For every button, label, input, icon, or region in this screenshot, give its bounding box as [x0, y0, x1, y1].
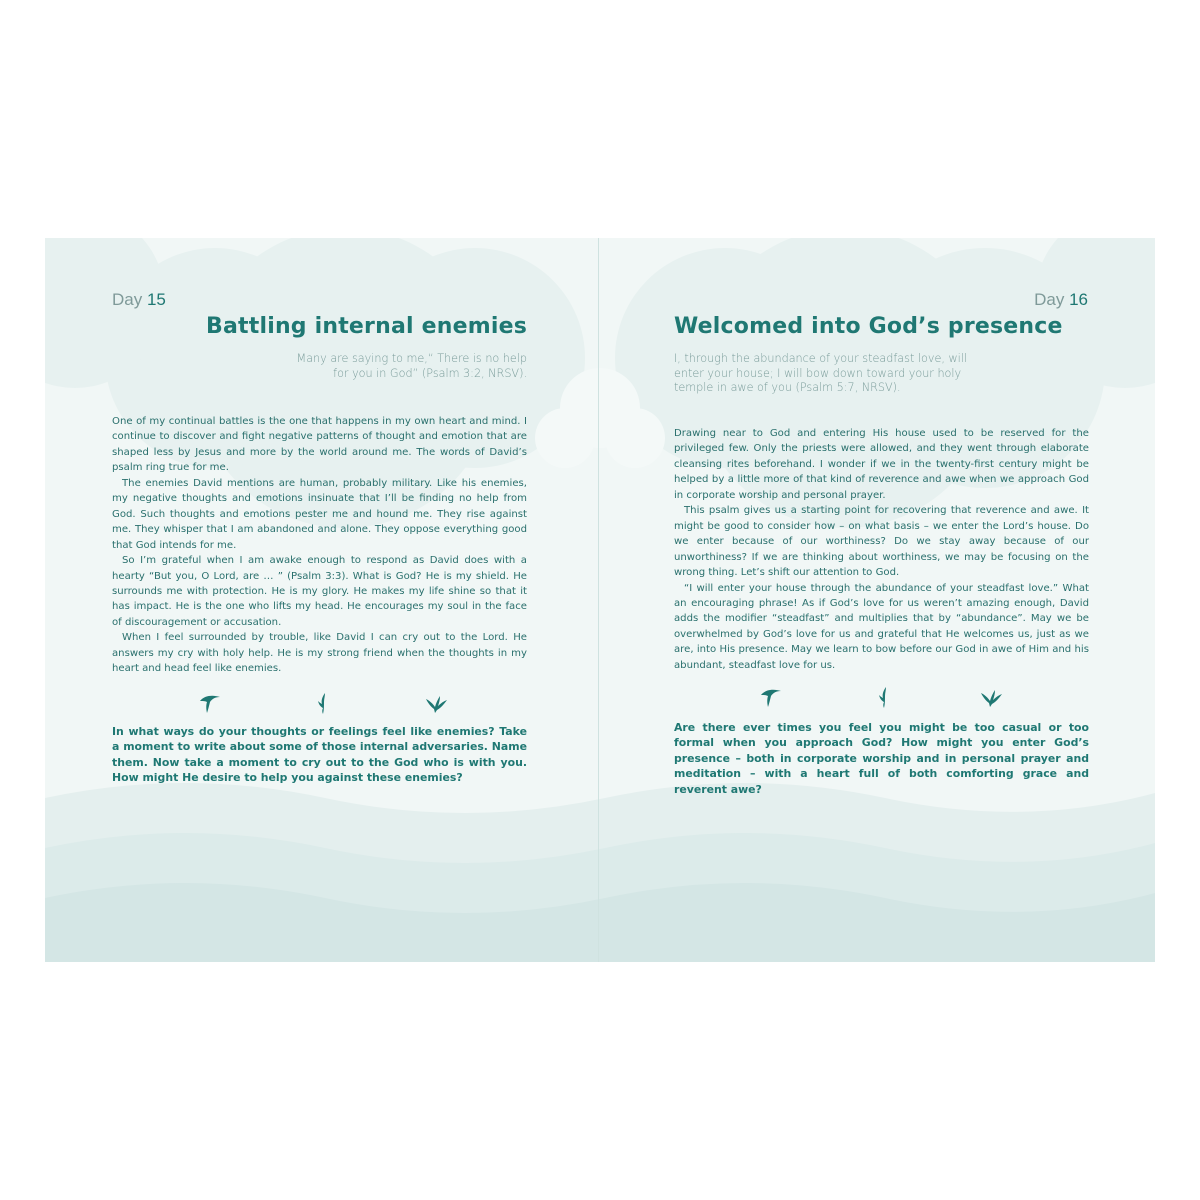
dove-gliding-icon	[759, 685, 783, 709]
scripture-verse: Many are saying to me,“ There is no help for you in God” (Psalm 3:2, NRSV).	[296, 352, 527, 380]
day-word: Day	[112, 290, 143, 309]
dove-divider	[759, 685, 1009, 709]
page-title: Welcomed into God’s presence	[674, 314, 1063, 339]
dove-gliding-icon	[198, 691, 222, 715]
dove-rising-icon	[311, 691, 335, 715]
dove-spread-icon	[979, 685, 1003, 709]
body-paragraph: One of my continual battles is the one that happens in my own heart and mind. I continue to discover and fight negative patterns of thought and emotion that are shaped less by Jesus and more by the world around me. The words of David’s psalm ring true for me.	[112, 416, 527, 474]
body-paragraph: “I will enter your house through the abundance of your steadfast love.” What an encouraging phrase! As if God’s love for us weren’t amazing enough, David adds the modifier “steadfast” and multiplies that by “abundance”. May we be overwhelmed by God’s love for us and grateful that He welcomes us, just as we are, into His presence. May we learn to bow before our God in awe of Him and his abundant, steadfast love for us.	[674, 582, 1089, 671]
body-paragraph: So I’m grateful when I am awake enough to respond as David does with a hearty “But you, O Lord, are … ” (Psalm 3:3). What is God? He is my shield. He surrounds me with protection. He is my glory. He makes my life shine so that it has impact. He is the one who lifts my head. He encourages my soul in the face of discouragement or accusation.	[112, 555, 527, 628]
scripture-verse: I, through the abundance of your steadfast love, will enter your house; I will bow down toward your holy temple in awe of you (Psalm 5:7, NRSV).	[674, 352, 967, 395]
body-paragraph: This psalm gives us a starting point for recovering that reverence and awe. It might be good to consider how – on what basis – we enter the Lord’s house. Do we enter because of our worthiness? Do we stay away because of our unworthiness? If we are thinking about worthiness, we may be focusing on the wrong thing. Let’s shift our attention to God.	[674, 505, 1089, 579]
body-paragraph: The enemies David mentions are human, probably military. Like his enemies, my negative thoughts and emotions insinuate that I’ll be finding no help from God. Such thoughts and emotions pester me and hound me. They rise against me. They whisper that I am abandoned and alone. They oppose everything good that God intends for me.	[112, 477, 527, 551]
dove-divider	[198, 691, 448, 715]
body-paragraph: When I feel surrounded by trouble, like David I can cry out to the Lord. He answers my cry with holy help. He is my strong friend when the thoughts in my heart and head feel like enemies.	[112, 632, 527, 675]
day-label	[1034, 290, 1088, 310]
day-word: Day	[1034, 290, 1065, 309]
reflection-question: Are there ever times you feel you might be too casual or too formal when you approach God? How might you enter God’s presence – both in corporate worship and in personal prayer and meditation – with a heart full of both comforting grace and reverent awe?	[674, 721, 1089, 796]
day-label	[112, 290, 166, 310]
book-spread	[45, 238, 1155, 962]
left-page	[45, 238, 600, 962]
right-page	[600, 238, 1155, 962]
dove-rising-icon	[872, 685, 896, 709]
reflection-question: In what ways do your thoughts or feelings feel like enemies? Take a moment to write about some of those internal adversaries. Name them. Now take a moment to cry out to the God who is with you. How might He desire to help you against these enemies?	[112, 725, 527, 785]
dove-spread-icon	[424, 691, 448, 715]
body-paragraph: Drawing near to God and entering His house used to be reserved for the privileged few. Only the priests were allowed, and they went through elaborate cleansing rites beforehand. I wonder if we in the twenty-first century might be helped by a little more of that kind of reverence and awe when we approach God in corporate worship and personal prayer.	[674, 428, 1089, 501]
devotional-body	[112, 414, 527, 677]
page-title: Battling internal enemies	[206, 314, 527, 339]
devotional-body	[674, 426, 1089, 673]
day-number: 15	[146, 290, 166, 309]
day-number: 16	[1069, 290, 1088, 309]
